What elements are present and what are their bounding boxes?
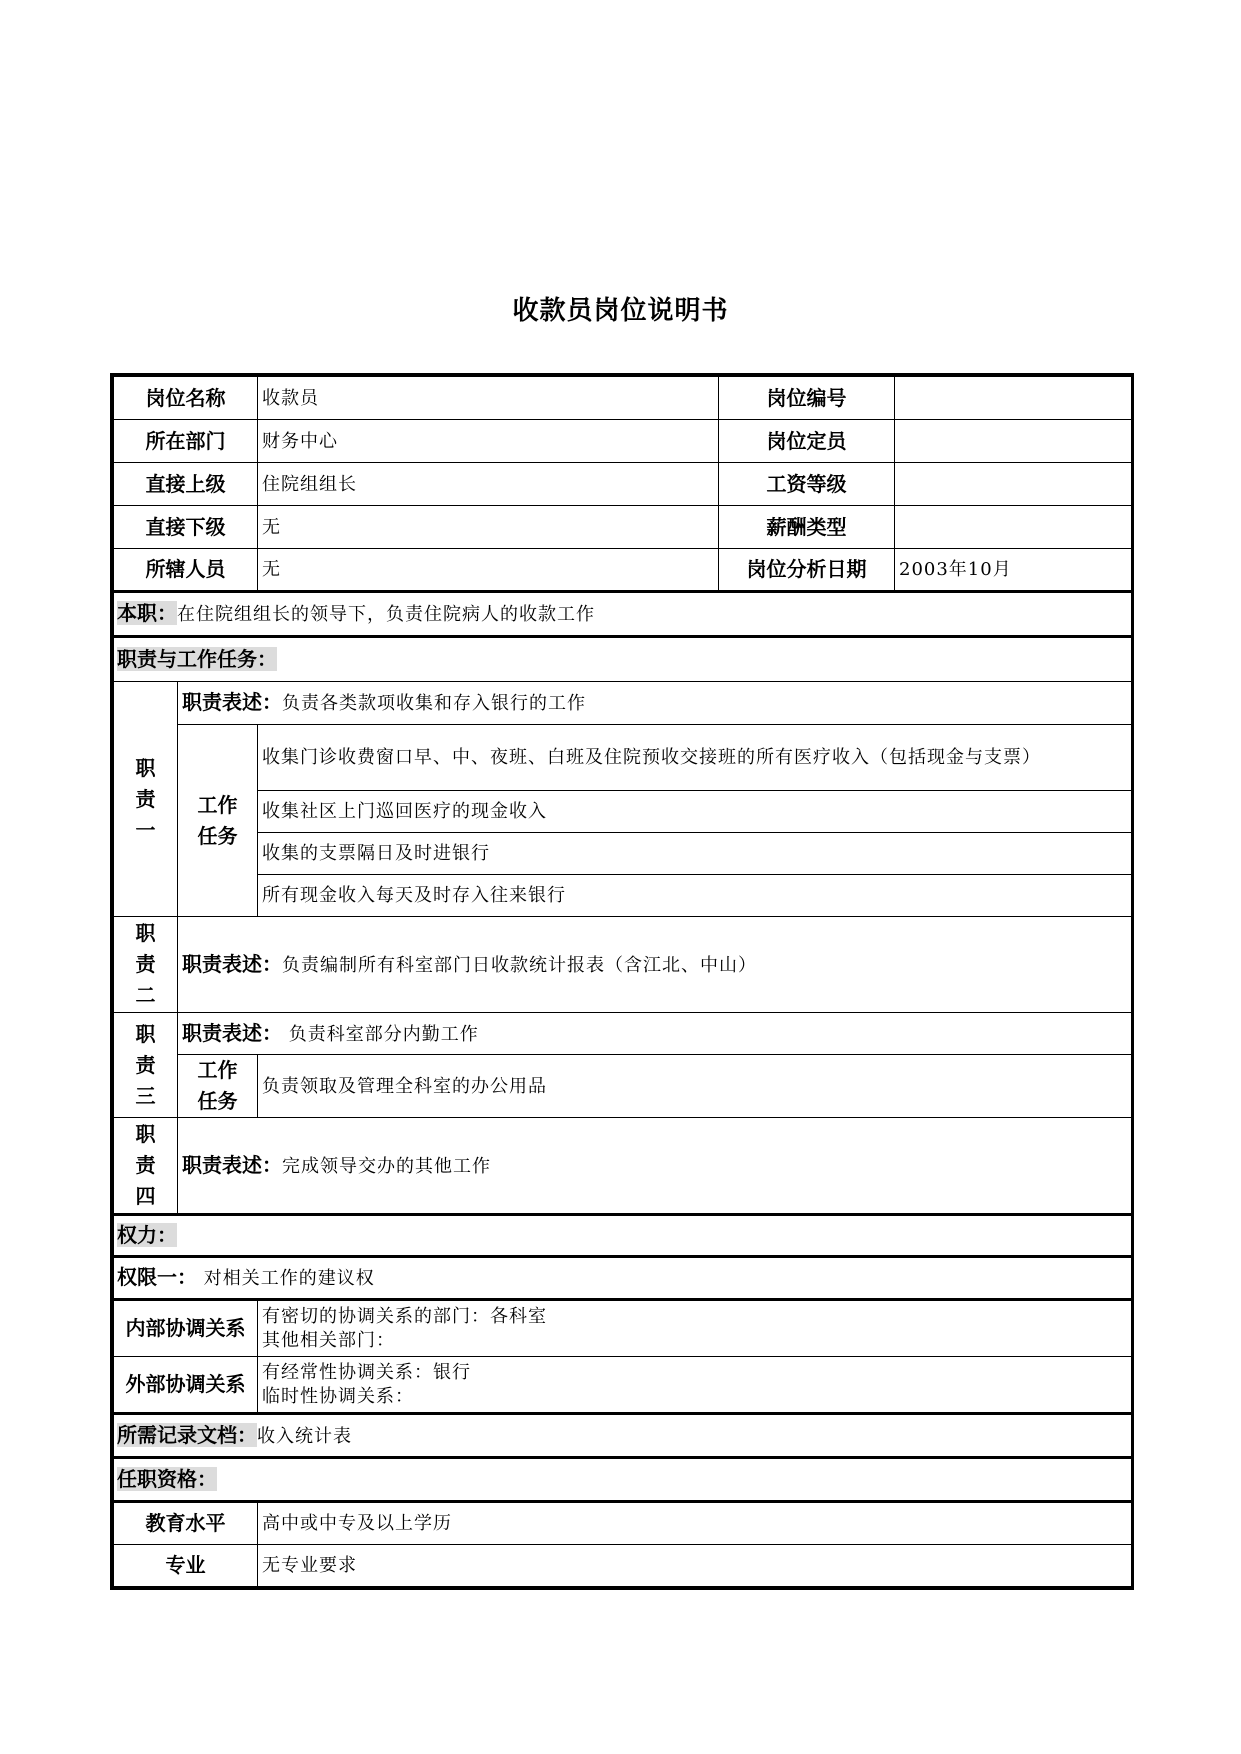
position-name-value: 收款员	[258, 377, 719, 420]
duty-1-desc-row	[178, 682, 1132, 725]
power-header-row	[114, 1215, 1132, 1257]
duty-3-desc-row	[178, 1013, 1132, 1055]
qualifications-header-row	[114, 1458, 1132, 1502]
grade-label: 工资等级	[719, 463, 895, 506]
power-1-row	[114, 1257, 1132, 1300]
job-description-table	[110, 373, 1134, 1590]
duty-2-label: 职 责 二	[114, 917, 178, 1013]
grade-value	[895, 463, 1132, 506]
duty-1-task-1: 收集门诊收费窗口早、中、夜班、白班及住院预收交接班的所有医疗收入（包括现金与支票）	[258, 725, 1132, 791]
duty-2-desc-row	[178, 917, 1132, 1013]
duty-1-task-4: 所有现金收入每天及时存入往来银行	[258, 875, 1132, 917]
role-label: 本职：	[117, 601, 177, 625]
superior-value: 住院组组长	[258, 463, 719, 506]
major-value: 无专业要求	[258, 1545, 1132, 1587]
subordinate-value: 无	[258, 506, 719, 549]
external-relations-label: 外部协调关系	[114, 1357, 258, 1414]
education-label: 教育水平	[114, 1502, 258, 1545]
duty-4-desc: 完成领导交办的其他工作	[282, 1155, 491, 1177]
duty-1-desc-label: 职责表述：	[182, 690, 282, 714]
duty-2-desc: 负责编制所有科室部门日收款统计报表（含江北、中山）	[282, 954, 757, 976]
duty-3-desc-label: 职责表述：	[182, 1020, 282, 1045]
external-relations-line-1: 有经常性协调关系：银行	[262, 1361, 471, 1383]
duty-3-task: 负责领取及管理全科室的办公用品	[258, 1055, 1132, 1118]
duty-1-tasks-label: 工作 任务	[178, 725, 258, 917]
superior-label: 直接上级	[114, 463, 258, 506]
internal-relations-value	[258, 1300, 1132, 1357]
duty-3-desc: 负责科室部分内勤工作	[282, 1023, 479, 1045]
major-label: 专业	[114, 1545, 258, 1587]
power-header: 权力：	[117, 1222, 177, 1247]
duty-1-desc: 负责各类款项收集和存入银行的工作	[282, 693, 586, 714]
duty-4-desc-row	[178, 1118, 1132, 1215]
duty-4-label: 职 责 四	[114, 1118, 178, 1215]
duties-header: 职责与工作任务：	[117, 646, 277, 671]
position-no-value	[895, 377, 1132, 420]
analysis-date-value: 2003年10月	[895, 549, 1132, 592]
records-text: 收入统计表	[257, 1425, 352, 1447]
department-value: 财务中心	[258, 420, 719, 463]
role-row	[114, 592, 1132, 637]
role-text: 在住院组组长的领导下，负责住院病人的收款工作	[177, 604, 595, 625]
education-value: 高中或中专及以上学历	[258, 1502, 1132, 1545]
duties-header-row	[114, 637, 1132, 682]
records-label: 所需记录文档：	[117, 1422, 257, 1447]
qualifications-header: 任职资格：	[117, 1466, 217, 1491]
records-row	[114, 1414, 1132, 1458]
duty-1-label: 职 责 一	[114, 682, 178, 917]
pay-type-value	[895, 506, 1132, 549]
managed-value: 无	[258, 549, 719, 592]
pay-type-label: 薪酬类型	[719, 506, 895, 549]
power-1-text: 对相关工作的建议权	[197, 1268, 375, 1289]
external-relations-value	[258, 1357, 1132, 1414]
position-name-label: 岗位名称	[114, 377, 258, 420]
duty-1-task-3: 收集的支票隔日及时进银行	[258, 833, 1132, 875]
external-relations-line-2: 临时性协调关系：	[262, 1385, 414, 1407]
duty-3-label: 职 责 三	[114, 1013, 178, 1118]
power-1-label: 权限一：	[117, 1265, 197, 1289]
duty-2-desc-label: 职责表述：	[182, 951, 282, 976]
duty-3-tasks-label: 工作 任务	[178, 1055, 258, 1118]
department-label: 所在部门	[114, 420, 258, 463]
duty-4-desc-label: 职责表述：	[182, 1152, 282, 1177]
position-no-label: 岗位编号	[719, 377, 895, 420]
duty-1-task-2: 收集社区上门巡回医疗的现金收入	[258, 791, 1132, 833]
internal-relations-label: 内部协调关系	[114, 1300, 258, 1357]
page-title: 收款员岗位说明书	[512, 296, 729, 326]
headcount-label: 岗位定员	[719, 420, 895, 463]
internal-relations-line-2: 其他相关部门：	[262, 1329, 395, 1351]
headcount-value	[895, 420, 1132, 463]
managed-label: 所辖人员	[114, 549, 258, 592]
internal-relations-line-1: 有密切的协调关系的部门：各科室	[262, 1305, 547, 1327]
subordinate-label: 直接下级	[114, 506, 258, 549]
analysis-date-label: 岗位分析日期	[719, 549, 895, 592]
